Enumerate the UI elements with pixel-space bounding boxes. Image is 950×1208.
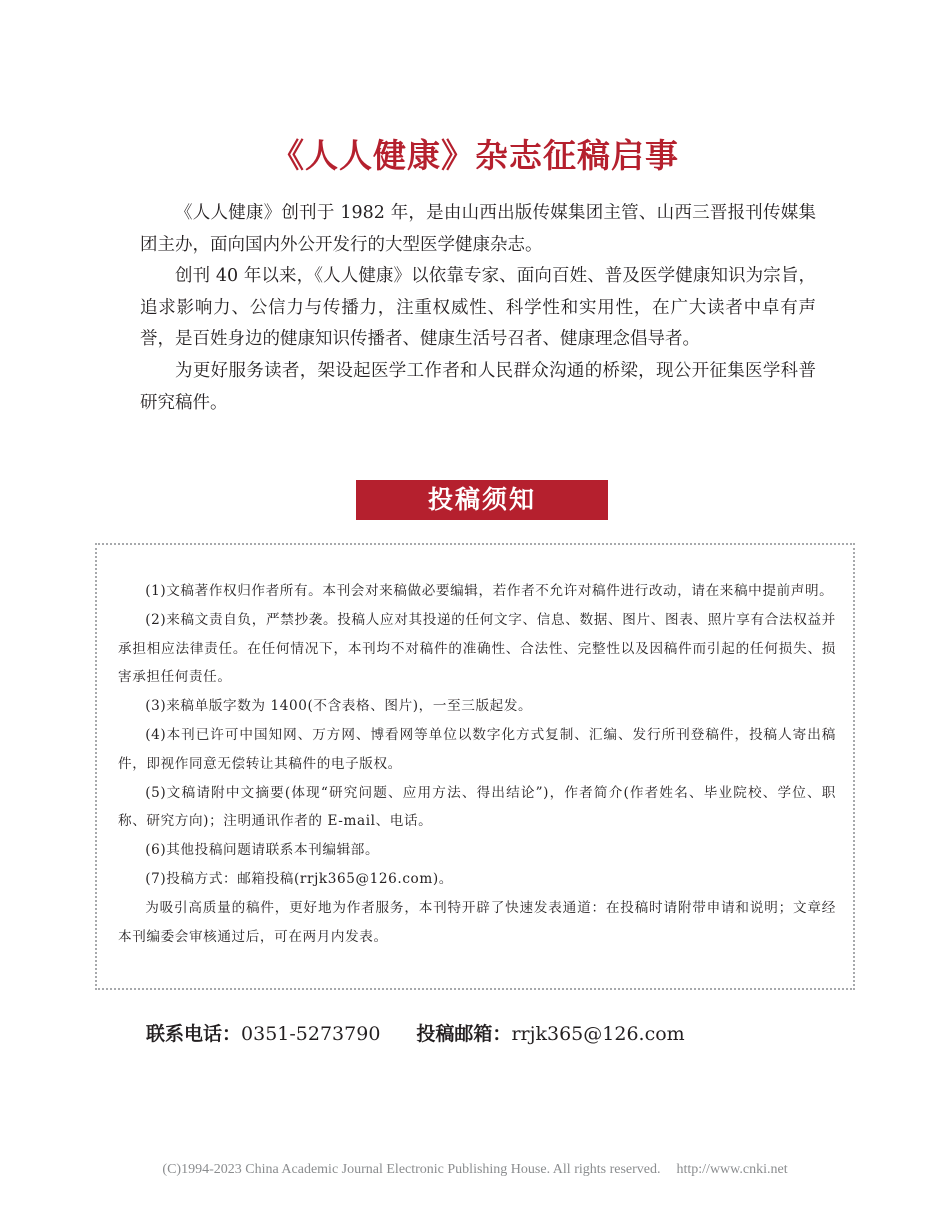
notice-item: 为吸引高质量的稿件，更好地为作者服务，本刊特开辟了快速发表通道：在投稿时请附带申请和说明；文章经本刊编委会审核通过后，可在两月内发表。 <box>118 899 836 945</box>
email-label: 投稿邮箱： <box>416 1023 512 1045</box>
notice-item: (7)投稿方式：邮箱投稿(rrjk365@126.com)。 <box>145 870 453 887</box>
contact-line <box>146 1018 685 1050</box>
intro-paragraph: 创刊 40 年以来，《人人健康》以依靠专家、面向百姓、普及医学健康知识为宗旨，追求影响力、公信力与传播力，注重权威性、科学性和实用性，在广大读者中卓有声誉，是百姓身边的健康知识传播者、健康生活号召者、健康理念倡导者。 <box>140 266 816 350</box>
notice-item: (4)本刊已许可中国知网、万方网、博看网等单位以数字化方式复制、汇编、发行所刊登稿件，投稿人寄出稿件，即视作同意无偿转让其稿件的电子版权。 <box>118 726 836 772</box>
page-title: 《人人健康》杂志征稿启事 <box>271 136 679 175</box>
intro-section <box>140 198 816 419</box>
footer-url[interactable]: http://www.cnki.net <box>676 1162 788 1177</box>
copyright-footer <box>0 1162 950 1178</box>
intro-paragraph: 为更好服务读者，架设起医学工作者和人民群众沟通的桥梁，现公开征集医学科普研究稿件。 <box>140 360 816 413</box>
intro-paragraph: 《人人健康》创刊于 1982 年，是由山西出版传媒集团主管、山西三晋报刊传媒集团主办，面向国内外公开发行的大型医学健康杂志。 <box>140 203 816 255</box>
notice-item: (1)文稿著作权归作者所有。本刊会对来稿做必要编辑，若作者不允许对稿件进行改动，请在来稿中提前声明。 <box>145 583 834 599</box>
phone-label: 联系电话： <box>146 1023 242 1045</box>
notice-item: (3)来稿单版字数为 1400(不含表格、图片)，一至三版起发。 <box>145 698 533 715</box>
notice-heading: 投稿须知 <box>356 480 608 520</box>
email-address[interactable]: rrjk365@126.com <box>511 1023 685 1045</box>
copyright-text: (C)1994-2023 China Academic Journal Electronic Publishing House. All rights reserved. <box>162 1162 661 1177</box>
notice-item: (2)来稿文责自负，严禁抄袭。投稿人应对其投递的任何文字、信息、数据、图片、图表、照片享有合法权益并承担相应法律责任。在任何情况下，本刊均不对稿件的准确性、合法性、完整性以及因稿件而引起的任何损失、损害承担任何责任。 <box>118 611 836 686</box>
notice-box <box>95 543 855 990</box>
notice-item: (5)文稿请附中文摘要(体现“研究问题、应用方法、得出结论”)，作者简介(作者姓名、毕业院校、学位、职称、研究方向)；注明通讯作者的 E-mail、电话。 <box>118 784 836 830</box>
phone-number: 0351-5273790 <box>241 1023 381 1045</box>
notice-item: (6)其他投稿问题请联系本刊编辑部。 <box>145 842 380 859</box>
